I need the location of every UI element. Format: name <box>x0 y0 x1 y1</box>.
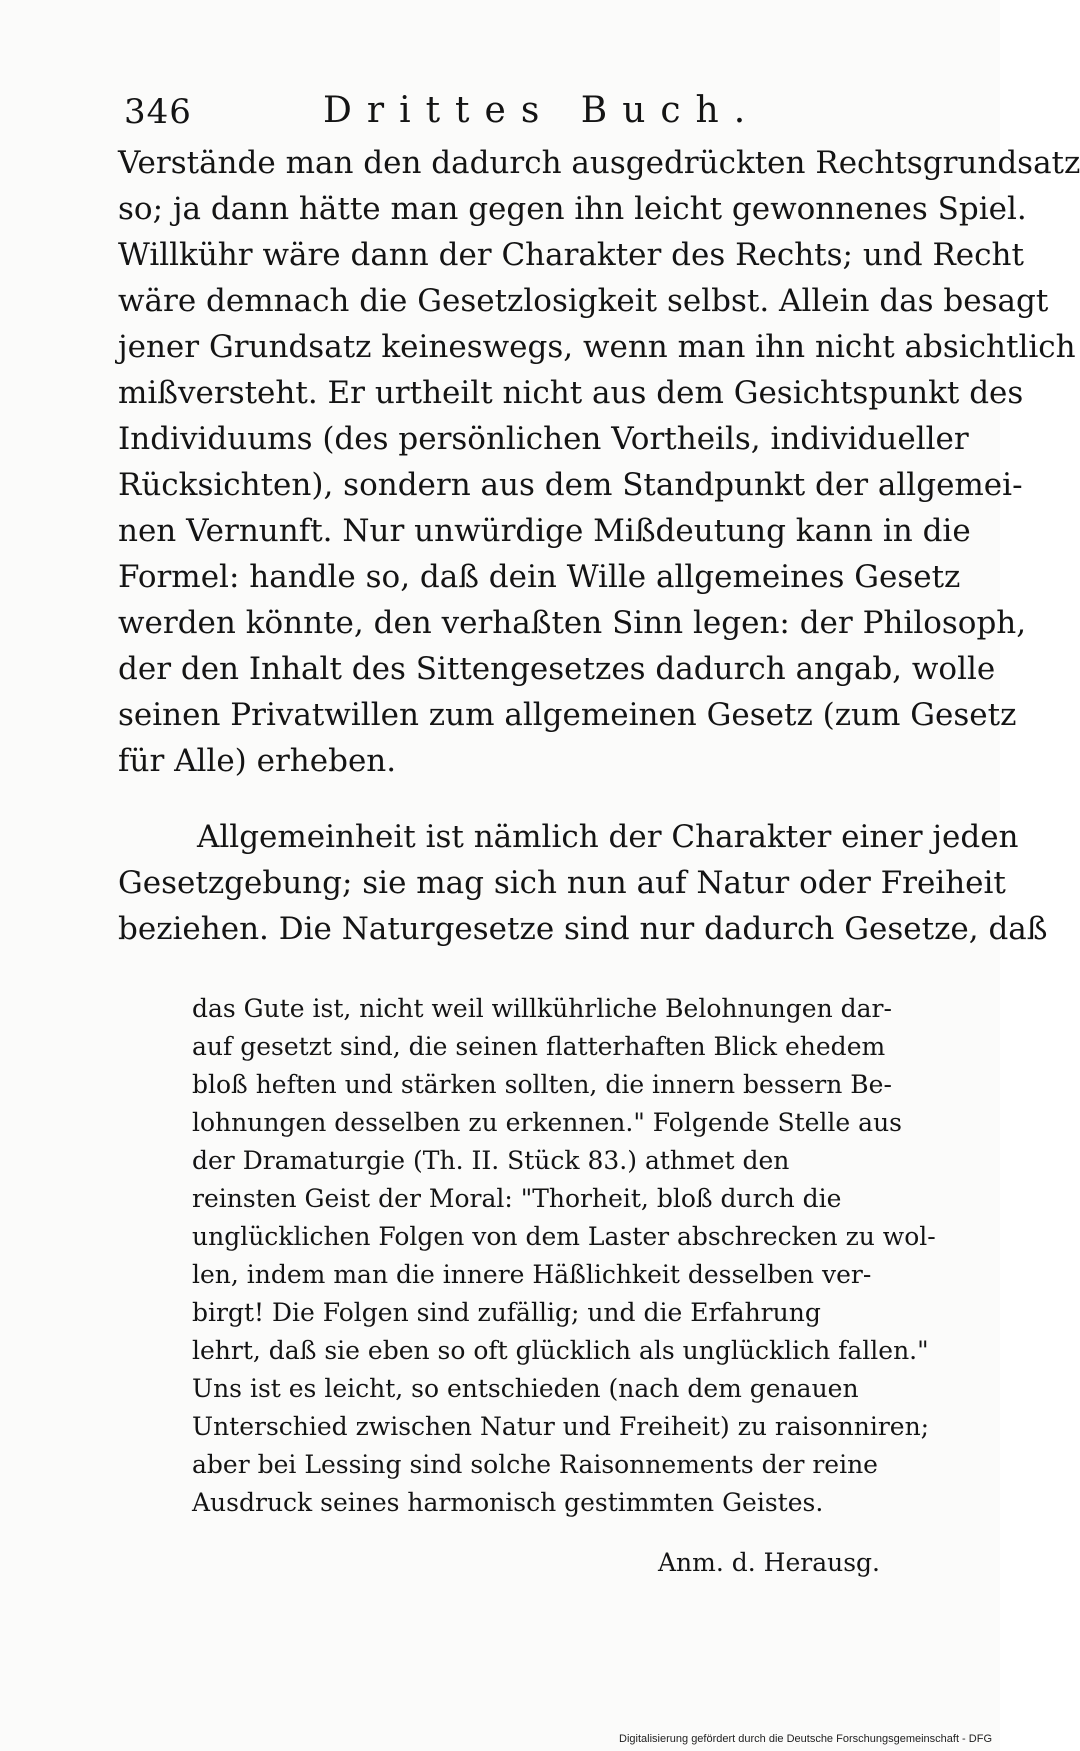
footnote-line: Uns ist es leicht, so entschieden (nach dem genauen <box>192 1374 859 1403</box>
footnote-line: bloß heften und stärken sollten, die innern bessern Be- <box>192 1070 892 1099</box>
footnote-line: lohnungen desselben zu erkennen." Folgende Stelle aus <box>192 1108 902 1137</box>
page-number: 346 <box>124 92 192 132</box>
main-text-line: Rücksichten), sondern aus dem Standpunkt der allgemei- <box>118 467 1023 503</box>
main-text-line: Gesetzgebung; sie mag sich nun auf Natur oder Freiheit <box>118 865 1006 901</box>
digitization-credit: Digitalisierung gefördert durch die Deutsche Forschungsgemeinschaft - DFG <box>619 1733 992 1745</box>
footnote-line: aber bei Lessing sind solche Raisonnements der reine <box>192 1450 878 1479</box>
footnote-line: birgt! Die Folgen sind zufällig; und die Erfahrung <box>192 1298 821 1327</box>
footnote-line: unglücklichen Folgen von dem Laster abschrecken zu wol- <box>192 1222 936 1251</box>
main-text-line: nen Vernunft. Nur unwürdige Mißdeutung kann in die <box>118 513 971 549</box>
page-header <box>118 78 888 138</box>
footnote-line: das Gute ist, nicht weil willkührliche Belohnungen dar- <box>192 994 892 1023</box>
main-text-line: Formel: handle so, daß dein Wille allgemeines Gesetz <box>118 559 961 595</box>
main-text-line: Willkühr wäre dann der Charakter des Rechts; und Recht <box>118 237 1024 273</box>
main-text-line: mißversteht. Er urtheilt nicht aus dem Gesichtspunkt des <box>118 375 1024 411</box>
main-text-line: jener Grundsatz keineswegs, wenn man ihn nicht absichtlich <box>118 329 1076 365</box>
main-text-line: wäre demnach die Gesetzlosigkeit selbst. Allein das besagt <box>118 283 1049 319</box>
footnote-line: lehrt, daß sie eben so oft glücklich als unglücklich fallen." <box>192 1336 929 1365</box>
footnote-signature: Anm. d. Herausg. <box>658 1548 880 1577</box>
footnote-line: der Dramaturgie (Th. II. Stück 83.) athmet den <box>192 1146 790 1175</box>
footnote-line: Unterschied zwischen Natur und Freiheit) zu raisonniren; <box>192 1412 930 1441</box>
main-text-line: Individuums (des persönlichen Vortheils, individueller <box>118 421 969 457</box>
main-text-line: Verstände man den dadurch ausgedrückten Rechtsgrundsatz <box>118 145 1080 181</box>
main-text-line: so; ja dann hätte man gegen ihn leicht gewonnenes Spiel. <box>118 191 1027 227</box>
footnote-line: auf gesetzt sind, die seinen flatterhaften Blick ehedem <box>192 1032 886 1061</box>
main-text-line: seinen Privatwillen zum allgemeinen Gesetz (zum Gesetz <box>118 697 1017 733</box>
main-text-line: der den Inhalt des Sittengesetzes dadurch angab, wolle <box>118 651 996 687</box>
footnote-line: len, indem man die innere Häßlichkeit desselben ver- <box>192 1260 872 1289</box>
main-text-line: für Alle) erheben. <box>118 743 397 779</box>
running-head: Drittes Buch. <box>323 90 761 131</box>
main-text-line: werden könnte, den verhaßten Sinn legen: der Philosoph, <box>118 605 1027 641</box>
footnote-line: Ausdruck seines harmonisch gestimmten Geistes. <box>192 1488 824 1517</box>
footnote-line: reinsten Geist der Moral: "Thorheit, bloß durch die <box>192 1184 842 1213</box>
paragraph-first-line: Allgemeinheit ist nämlich der Charakter einer jeden <box>197 819 1019 855</box>
main-text-line: beziehen. Die Naturgesetze sind nur dadurch Gesetze, daß <box>118 911 1048 947</box>
